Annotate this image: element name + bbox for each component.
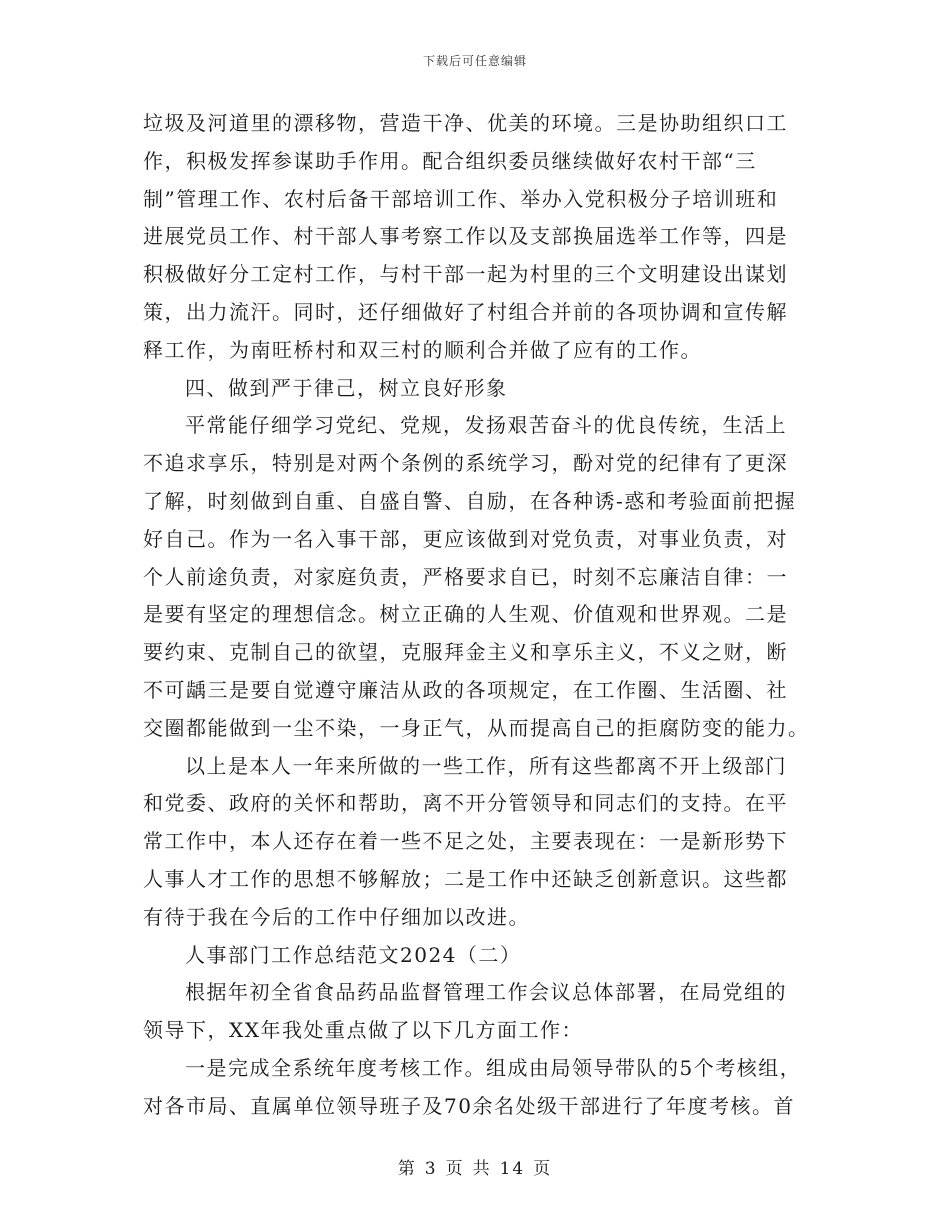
text-line: 以上是本人一年来所做的一些工作，所有这些都离不开上级部门 bbox=[185, 753, 787, 778]
text-line: 释工作，为南旺桥村和双三村的顺利合并做了应有的工作。 bbox=[143, 337, 702, 362]
text-line: 领导下，XX年我处重点做了以下几方面工作： bbox=[143, 1018, 583, 1043]
text-line: 个人前途负责，对家庭负责，严格要求自已，时刻不忘廉洁自律：一 bbox=[143, 564, 788, 589]
text-line: 和党委、政府的关怀和帮助，离不开分管领导和同志们的支持。在平 bbox=[143, 791, 788, 816]
text-line: 是要有坚定的理想信念。树立正确的人生观、价值观和世界观。二是 bbox=[143, 602, 788, 627]
text-line: 四、做到严于律己，树立良好形象 bbox=[185, 375, 508, 400]
footer-total-label: 共 bbox=[472, 1159, 492, 1179]
text-line: 不追求享乐，特别是对两个条例的系统学习，酚对党的纪律有了更深 bbox=[143, 451, 788, 476]
document-body bbox=[143, 105, 808, 1126]
text-line: 策，出力流汗。同时，还仔细做好了村组合并前的各项协调和宣传解 bbox=[143, 299, 788, 324]
text-line: 制”管理工作、农村后备干部培训工作、举办入党积极分子培训班和 bbox=[143, 186, 779, 211]
text-line: 常工作中，本人还存在着一些不足之处，主要表现在：一是新形势下 bbox=[143, 829, 788, 854]
text-line: 不可龋三是要自觉遵守廉洁从政的各项规定，在工作圈、生活圈、社 bbox=[143, 677, 788, 702]
text-line: 平常能仔细学习党纪、党规，发扬艰苦奋斗的优良传统，生活上 bbox=[185, 413, 787, 438]
text-line: 人事部门工作总结范文2024（二） bbox=[185, 942, 522, 967]
page-header: 下载后可任意编辑 bbox=[422, 54, 527, 68]
text-line: 作，积极发挥参谋助手作用。配合组织委员继续做好农村干部“三 bbox=[143, 148, 757, 173]
text-line: 交圈都能做到一尘不染，一身正气，从而提高自己的拒腐防变的能力。 bbox=[143, 715, 810, 740]
text-line: 积极做好分工定村工作，与村干部一起为村里的三个文明建设出谋划 bbox=[143, 262, 788, 287]
text-line: 进展党员工作、村干部人事考察工作以及支部换届选举工作等，四是 bbox=[143, 224, 788, 249]
text-line: 了解，时刻做到自重、自盛自警、自励，在各种诱-惑和考验面前把握 bbox=[143, 488, 797, 513]
text-line: 要约束、克制自己的欲望，克服拜金主义和享乐主义，不义之财，断 bbox=[143, 640, 788, 665]
page-footer bbox=[0, 1154, 950, 1179]
text-line: 垃圾及河道里的漂移物，营造干净、优美的环境。三是协助组织口工 bbox=[143, 111, 788, 135]
text-line: 根据年初全省食品药品监督管理工作会议总体部署，在局党组的 bbox=[185, 980, 787, 1005]
text-line: 人事人才工作的思想不够解放；二是工作中还缺乏创新意识。这些都 bbox=[143, 866, 788, 891]
text-line: 好自己。作为一名入事干部，更应该做到对党负责，对事业负责，对 bbox=[143, 526, 788, 551]
text-line: 有待于我在今后的工作中仔细加以改进。 bbox=[143, 904, 530, 929]
footer-total-pages: 14 bbox=[499, 1159, 526, 1179]
footer-page-number: 3 bbox=[424, 1159, 438, 1179]
text-line: 一是完成全系统年度考核工作。组成由局领导带队的5个考核组， bbox=[185, 1055, 802, 1080]
footer-prefix: 第 bbox=[397, 1159, 417, 1179]
text-line: 对各市局、直属单位领导班子及70余名处级干部进行了年度考核。首 bbox=[143, 1093, 795, 1118]
footer-suffix: 页 bbox=[533, 1159, 553, 1179]
footer-page-label: 页 bbox=[445, 1159, 465, 1179]
